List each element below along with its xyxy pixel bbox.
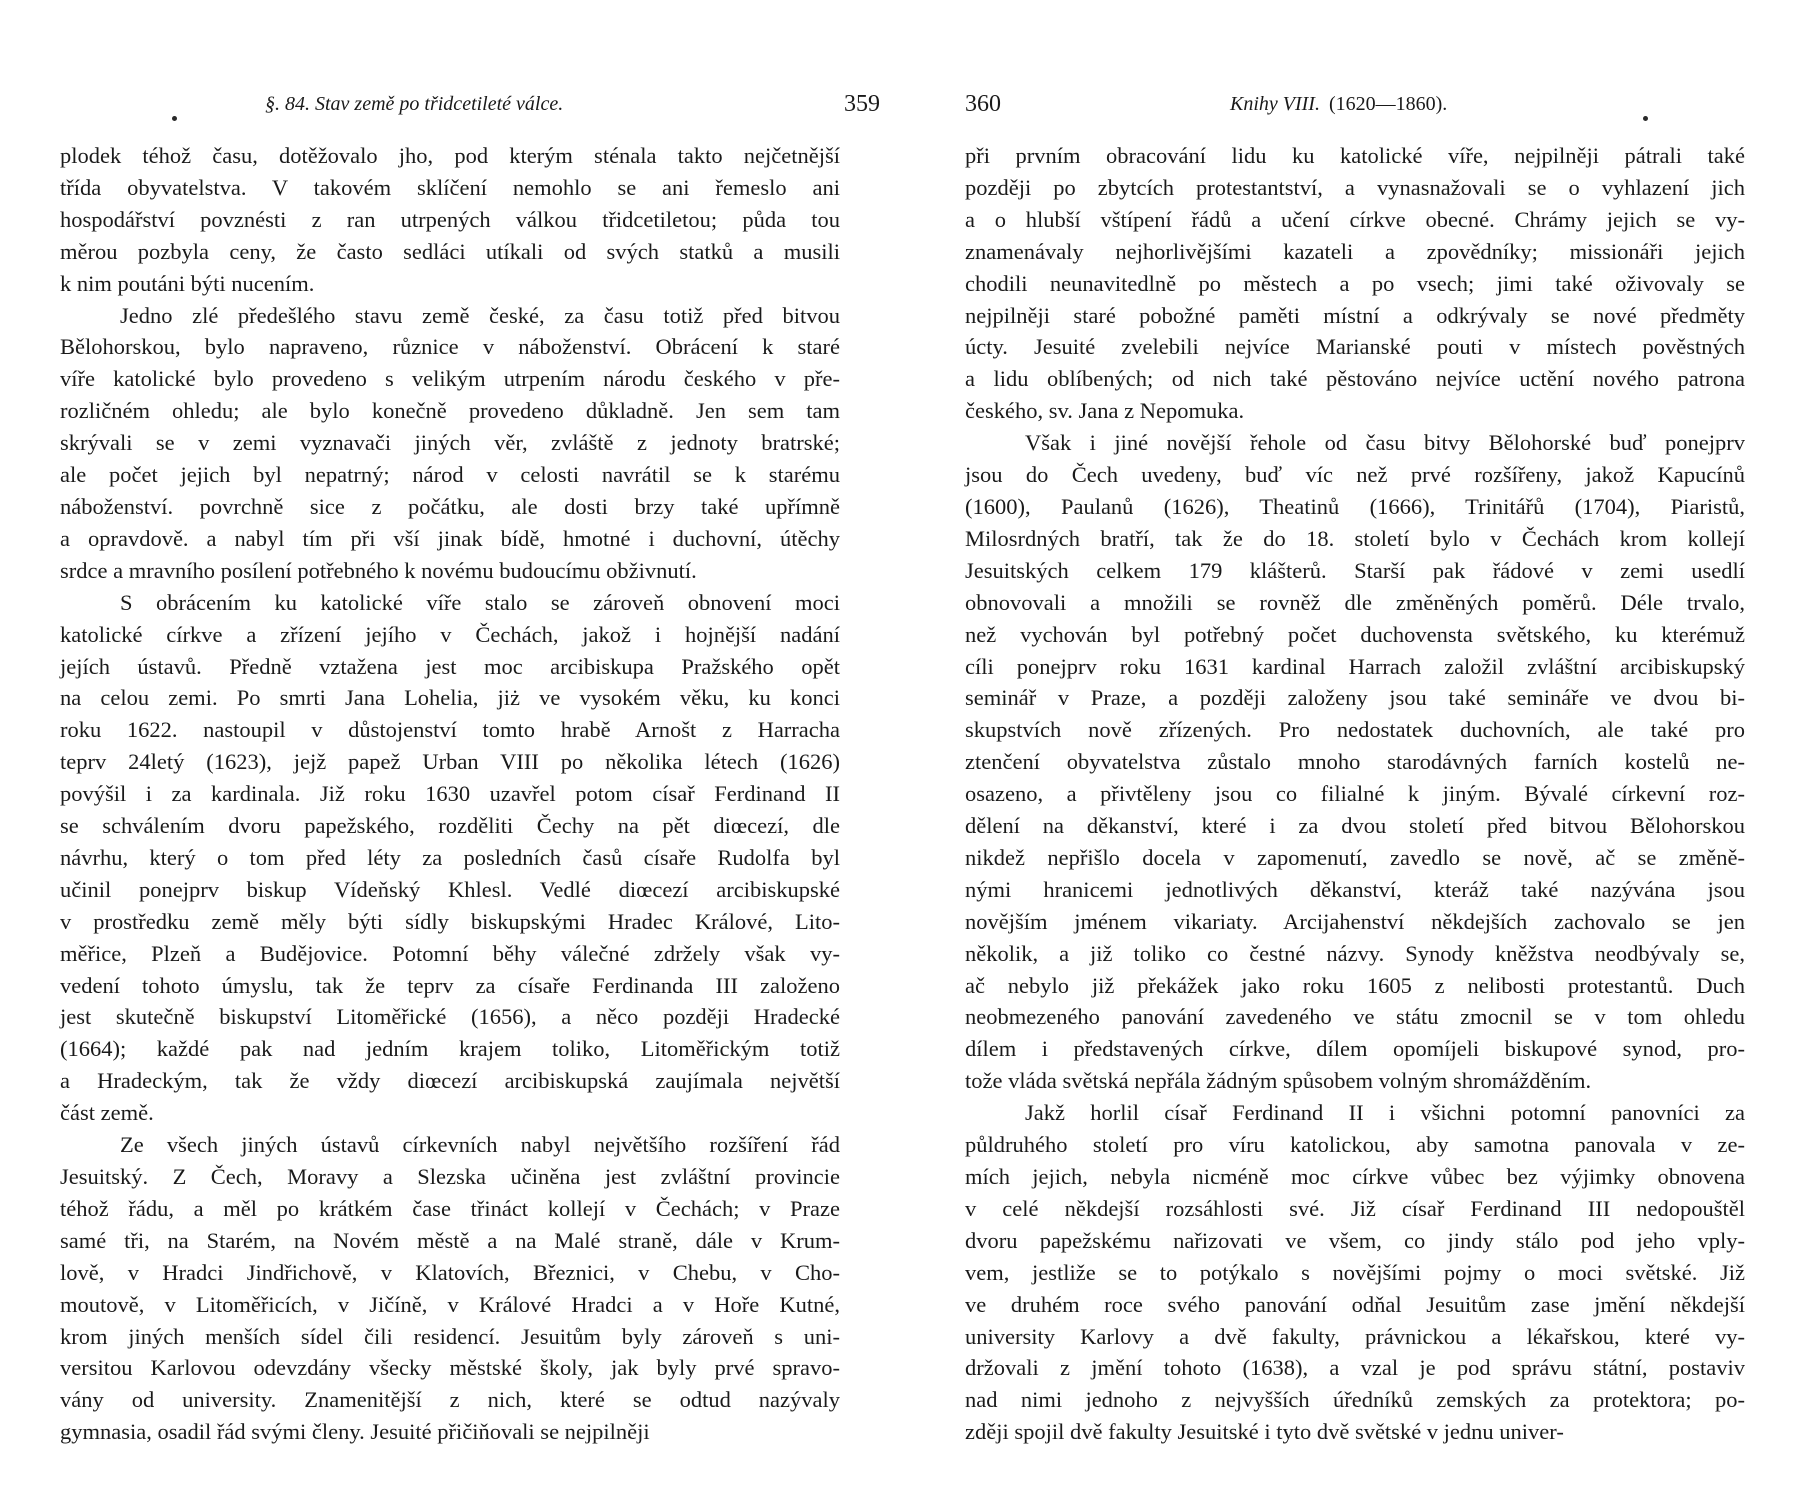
text-line: při prvním obracování lidu ku katolické víře, nejpilněji pátrali také — [965, 143, 1745, 168]
text-line: university Karlovy a dvě fakulty, právnickou a lékařskou, které vy- — [965, 1323, 1745, 1349]
text-line: k nim poutáni býti nucením. — [60, 270, 315, 296]
text-line: ve druhém roce svého panování odňal Jesuitům zase jmění někdejší — [965, 1291, 1745, 1317]
text-line: návrhu, který o tom před léty za posledních časů císaře Rudolfa byl — [60, 844, 840, 870]
text-line: půldruhého století pro víru katolickou, aby samotna panovala v ze- — [965, 1132, 1745, 1158]
printer-mark — [172, 116, 177, 121]
text-line: Jesuitský. Z Čech, Moravy a Slezska učiněna jest zvláštní provincie — [60, 1164, 840, 1189]
text-line: vedení tohoto úmyslu, tak že teprv za císaře Ferdinanda III založeno — [60, 972, 840, 998]
text-line: Jakž horlil císař Ferdinand II i všichni potomní panovníci za — [1025, 1100, 1745, 1126]
right-page — [965, 0, 1785, 1500]
text-line: povýšil i za kardinala. Již roku 1630 uzavřel potom císař Ferdinand II — [60, 781, 840, 807]
text-line: roku 1622. nastoupil v důstojenství tomto hrabě Arnošt z Harracha — [60, 717, 840, 743]
left-body-text — [60, 140, 840, 1448]
text-line: Bělohorskou, bylo napraveno, různice v náboženství. Obrácení k staré — [60, 334, 840, 360]
text-line: nikdež nepřišlo docela v zapomenutí, zavedlo se nově, ač se změně- — [965, 844, 1745, 870]
text-line: mích jejich, nebyla nicméně moc církve vůbec bez výjimky obnovena — [965, 1164, 1745, 1189]
left-running-head — [60, 86, 880, 122]
text-line: versitou Karlovou odevzdány všecky městské školy, jak byly prvé spravo- — [60, 1355, 840, 1381]
text-line: jejích ústavů. Předně vztažena jest moc arcibiskupa Pražského opět — [60, 653, 840, 679]
paragraph — [965, 427, 1745, 1097]
paragraph — [965, 1097, 1745, 1448]
text-line: hospodářství povznésti z ran utrpených válkou třidcetiletou; půda tou — [60, 206, 840, 232]
left-page — [60, 0, 880, 1500]
text-line: plodek téhož času, dotěžovalo jho, pod kterým sténala takto nejčetnější — [60, 143, 840, 168]
paragraph — [60, 1129, 840, 1448]
text-line: úcty. Jesuité zvelebili nejvíce Marianské pouti v místech pověstných — [965, 334, 1745, 360]
text-line: víře katolické bylo provedeno s velikým utrpením národu českého v pře- — [60, 366, 840, 392]
text-line: znamenávaly nejhorlivějšími kazateli a zpovědníky; missionáři jejich — [965, 238, 1745, 264]
text-line: Jedno zlé předešlého stavu země české, za času totiž před bitvou — [120, 302, 840, 328]
right-page-number: 360 — [965, 91, 1001, 117]
text-line: katolické církve a zřízení jejího v Čechách, jakož i hojnější nadání — [60, 621, 840, 647]
text-line: dílem i představených církve, dílem opomíjeli biskupové synod, pro- — [965, 1036, 1745, 1062]
text-line: krom jiných menších sídel čili residencí. Jesuitům byly zároveň s uni- — [60, 1323, 840, 1349]
text-line: vem, jestliže se to potýkalo s novějšími pojmy o moci světské. Již — [965, 1259, 1745, 1285]
text-line: skupstvích nově zřízených. Pro nedostatek duchovních, ale také pro — [965, 717, 1745, 743]
text-line: S obrácením ku katolické víře stalo se zároveň obnovení moci — [120, 589, 840, 615]
text-line: později po zbytcích protestantství, a vynasnažovali se o vyhlazení jich — [965, 174, 1745, 200]
text-line: obnovovali a množili se rovněž dle změněných poměrů. Déle trvalo, — [965, 589, 1745, 615]
text-line: moutově, v Litoměřicích, v Jičíně, v Králové Hradci a v Hoře Kutné, — [60, 1291, 840, 1317]
text-line: Milosrdných bratří, tak že do 18. století bylo v Čechách krom kollejí — [965, 525, 1745, 551]
right-running-title-years: (1620—1860). — [1328, 93, 1448, 115]
text-line: než vychován byl potřebný počet duchovensta světského, ku kterémuž — [965, 621, 1745, 647]
text-line: a Hradeckým, tak že vždy diœcezí arcibiskupská zaujímala největší — [60, 1068, 840, 1094]
right-running-title-book: Knihy VIII. — [1230, 93, 1320, 115]
text-line: Jesuitských celkem 179 klášterů. Starší pak řádové v zemi usedlí — [965, 557, 1745, 583]
text-line: gymnasia, osadil řád svými členy. Jesuité přičiňovali se nejpilněji — [60, 1419, 650, 1445]
text-line: tože vláda světská nepřála žádným spůsobem volným shromážděním. — [965, 1068, 1592, 1094]
text-line: a opravdově. a nabyl tím při vší jinak bídě, hmotné i duchovní, útěchy — [60, 525, 840, 551]
text-line: Ze všech jiných ústavů církevních nabyl největšího rozšíření řád — [120, 1132, 840, 1158]
text-line: nými hranicemi jednotlivých děkanství, kteráž také nazývána jsou — [965, 876, 1745, 902]
text-line: seminář v Praze, a později založeny jsou také semináře ve dvou bi- — [965, 685, 1745, 711]
right-body-text — [965, 140, 1745, 1448]
text-line: ale počet jejich byl nepatrný; národ v celosti navrátil se k starému — [60, 462, 840, 488]
text-line: učinil ponejprv biskup Vídeňský Khlesl. Vedlé diœcezí arcibiskupské — [60, 876, 840, 902]
text-line: Však i jiné novější řehole od času bitvy Bělohorské buď ponejprv — [1025, 430, 1745, 456]
text-line: skrývali se v zemi vyznavači jiných věr, zvláště z jednoty bratrské; — [60, 430, 840, 456]
text-line: zději spojil dvě fakulty Jesuitské i tyto dvě světské v jednu univer- — [965, 1419, 1564, 1445]
text-line: téhož řádu, a měl po krátkém čase třináct kollejí v Čechách; v Praze — [60, 1195, 840, 1221]
text-line: nejpilněji staré pobožné paměti místní a odkrývaly se nové předměty — [965, 302, 1745, 328]
paragraph — [965, 140, 1745, 427]
text-line: a lidu oblíbených; od nich také pěstováno nejvíce uctění nového patrona — [965, 366, 1745, 392]
printer-mark — [1643, 116, 1648, 121]
text-line: na celou zemi. Po smrti Jana Lohelia, jiż ve vysokém věku, ku konci — [60, 685, 840, 711]
text-line: samé tři, na Starém, na Novém městě a na Malé straně, dále v Krum- — [60, 1227, 840, 1253]
text-line: českého, sv. Jana z Nepomuka. — [965, 398, 1245, 424]
paragraph — [60, 300, 840, 587]
text-line: několik, a již toliko co čestné názvy. Synody kněžstva neodbývaly se, — [965, 940, 1745, 966]
text-line: jsou do Čech uvedeny, buď víc než prvé rozšířeny, jakož Kapucínů — [965, 462, 1745, 488]
text-line: a o hlubší vštípení řádů a učení církve obecné. Chrámy jejich se vy- — [965, 206, 1745, 232]
text-line: jest skutečně biskupství Litoměřické (1656), a něco později Hradecké — [60, 1004, 840, 1030]
text-line: v celé někdejší rozsáhlosti své. Již císař Ferdinand III nedopouštěl — [965, 1195, 1745, 1221]
text-line: dvoru papežskému nařizovati ve všem, co jindy stálo pod jeho vply- — [965, 1227, 1745, 1253]
text-line: (1664); každé pak nad jedním krajem toliko, Litoměřickým totiž — [60, 1036, 840, 1062]
text-line: dělení na děkanství, které i za dvou století před bitvou Bělohorskou — [965, 813, 1745, 839]
text-line: osazeno, a přivtěleny jsou co filialné k jiným. Bývalé církevní roz- — [965, 781, 1745, 807]
text-line: teprv 24letý (1623), jejž papež Urban VIII po několika létech (1626) — [60, 749, 840, 775]
text-line: měrou pozbyla ceny, že často sedláci utíkali od svých statků a musili — [60, 238, 840, 264]
left-page-number: 359 — [844, 91, 880, 117]
text-line: rozličném ohledu; ale bylo konečně provedeno důkladně. Jen sem tam — [60, 398, 840, 424]
text-line: náboženství. povrchně sice z počátku, ale dosti brzy také upřímně — [60, 493, 840, 519]
right-running-head — [965, 86, 1785, 122]
text-line: (1600), Paulanů (1626), Theatinů (1666), Trinitářů (1704), Piaristů, — [965, 493, 1745, 519]
paragraph — [60, 140, 840, 300]
text-line: vány od university. Znamenitější z nich, které se odtud nazývaly — [60, 1387, 840, 1413]
text-line: měřice, Plzeň a Budějovice. Potomní běhy válečné zdržely však vy- — [60, 940, 840, 966]
text-line: chodili neunavitedlně po městech a po vsech; jimi také oživovaly se — [965, 270, 1745, 296]
right-running-title — [1230, 86, 1447, 122]
text-line: lově, v Hradci Jindřichově, v Klatovích, Březnici, v Chebu, v Cho- — [60, 1259, 840, 1285]
text-line: držovali z jmění tohoto (1638), a vzal je pod správu státní, postaviv — [965, 1355, 1745, 1381]
paragraph — [60, 587, 840, 1129]
text-line: neobmezeného panování zavedeného ve státu zmocnil se v tom ohledu — [965, 1004, 1745, 1030]
text-line: ztenčení obyvatelstva zůstalo mnoho starodávných farních kostelů ne- — [965, 749, 1745, 775]
text-line: nad nimi jednoho z nejvyšších úředníků zemských za protektora; po- — [965, 1387, 1745, 1413]
text-line: novějším jménem vikariaty. Arcijahenství někdejších zachovalo se jen — [965, 908, 1745, 934]
text-line: cíli ponejprv roku 1631 kardinal Harrach založil zvláštní arcibiskupský — [965, 653, 1745, 679]
text-line: v prostředku země měly býti sídly biskupskými Hradec Králové, Lito- — [60, 908, 840, 934]
text-line: se schválením dvoru papežského, rozděliti Čechy na pět diœcezí, dle — [60, 813, 840, 839]
left-running-title: §. 84. Stav země po třidcetileté válce. — [265, 93, 564, 115]
text-line: srdce a mravního posílení potřebného k novému budoucímu obživnutí. — [60, 557, 697, 583]
text-line: třída obyvatelstva. V takovém sklíčení nemohlo se ani řemeslo ani — [60, 174, 840, 200]
text-line: část země. — [60, 1100, 154, 1126]
text-line: ač nebylo již překážek jako roku 1605 z nelibosti protestantů. Duch — [965, 972, 1745, 998]
